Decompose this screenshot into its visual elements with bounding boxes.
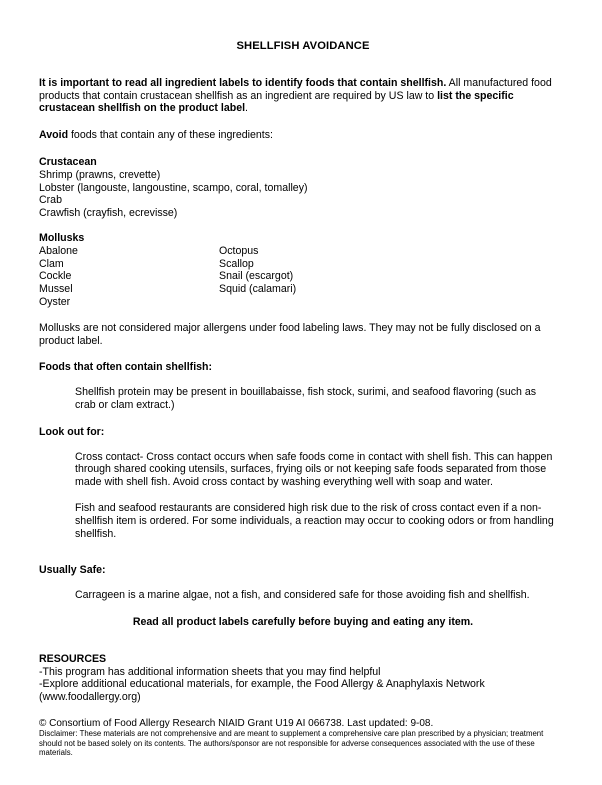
foods-body: Shellfish protein may be present in bouillabaisse, fish stock, surimi, and seafood flavoring (such as crab or clam extract.) — [75, 386, 537, 411]
resources-list — [39, 666, 567, 704]
list-item: Snail (escargot) — [219, 270, 294, 283]
lookout-heading: Look out for: — [39, 425, 105, 438]
crustacean-section — [39, 156, 567, 220]
document-title: SHELLFISH AVOIDANCE — [236, 40, 370, 52]
document-page — [39, 40, 567, 757]
list-item: Crawfish (crayfish, ecrevisse) — [39, 207, 178, 220]
crustacean-heading: Crustacean — [39, 155, 97, 168]
resources-section — [39, 653, 567, 704]
intro-paragraph — [39, 77, 567, 115]
avoid-paragraph — [39, 129, 567, 142]
lookout-restaurants: Fish and seafood restaurants are considered high risk due to the risk of cross contact even if a non-shellfish item is ordered. For some individuals, a reaction may occur to cooking odors or from handling shellfish. — [75, 501, 554, 540]
mollusks-grid — [39, 245, 567, 309]
crustacean-list — [39, 169, 567, 220]
list-item: Crab — [39, 194, 62, 207]
resources-heading: RESOURCES — [39, 652, 107, 665]
safe-body: Carrageen is a marine algae, not a fish, and considered safe for those avoiding fish and shellfish. — [75, 589, 530, 602]
list-item: Scallop — [219, 257, 254, 270]
avoid-text: foods that contain any of these ingredients: — [68, 129, 273, 142]
mollusks-column-2 — [219, 245, 419, 309]
list-item: Oyster — [39, 295, 71, 308]
mollusks-section — [39, 232, 567, 347]
intro-bold-lead: It is important to read all ingredient labels to identify foods that contain shellfish. — [39, 76, 447, 89]
foods-heading: Foods that often contain shellfish: — [39, 361, 213, 374]
safe-heading: Usually Safe: — [39, 564, 106, 577]
lookout-cross-contact: Cross contact- Cross contact occurs when safe foods come in contact with shell fish. This can happen through shared cooking utensils, surfaces, frying oils or not keeping safe foods separated from those made with shell fish. Avoid cross contact by washing everything well with soap and water. — [75, 450, 553, 489]
list-item: Squid (calamari) — [219, 283, 297, 296]
final-note: Read all product labels carefully before buying and eating any item. — [132, 615, 474, 628]
list-item: Shrimp (prawns, crevette) — [39, 168, 161, 181]
mollusks-column-1 — [39, 245, 219, 309]
intro-bold-tail: list the specific crustacean shellfish on the product label — [39, 89, 514, 115]
list-item: Abalone — [39, 244, 78, 257]
list-item: Lobster (langouste, langoustine, scampo, coral, tomalley) — [39, 181, 308, 194]
list-item: -Explore additional educational materials, for example, the Food Allergy & Anaphylaxis Network (www.foodallergy.org) — [39, 678, 485, 704]
disclaimer-text: Disclaimer: These materials are not comprehensive and are meant to supplement a comprehensive care plan prescribed by a physician; treatment should not be based solely on its contents. The authors/sponsor are not responsible for adverse consequences associated with the use of these materials. — [39, 729, 544, 757]
list-item: Octopus — [219, 244, 259, 257]
intro-end: . — [245, 102, 248, 115]
copyright-line: © Consortium of Food Allergy Research NIAID Grant U19 AI 066738. Last updated: 9-08. — [39, 717, 434, 729]
list-item: Mussel — [39, 283, 73, 296]
list-item: -This program has additional information sheets that you may find helpful — [39, 665, 381, 678]
mollusks-note: Mollusks are not considered major allergens under food labeling laws. They may not be fully disclosed on a product label. — [39, 321, 541, 347]
mollusks-heading: Mollusks — [39, 231, 85, 244]
list-item: Cockle — [39, 270, 72, 283]
avoid-bold: Avoid — [39, 129, 69, 142]
intro-text: All manufactured food products that contain crustacean shellfish as an ingredient are required by US law to — [39, 76, 552, 102]
list-item: Clam — [39, 257, 64, 270]
